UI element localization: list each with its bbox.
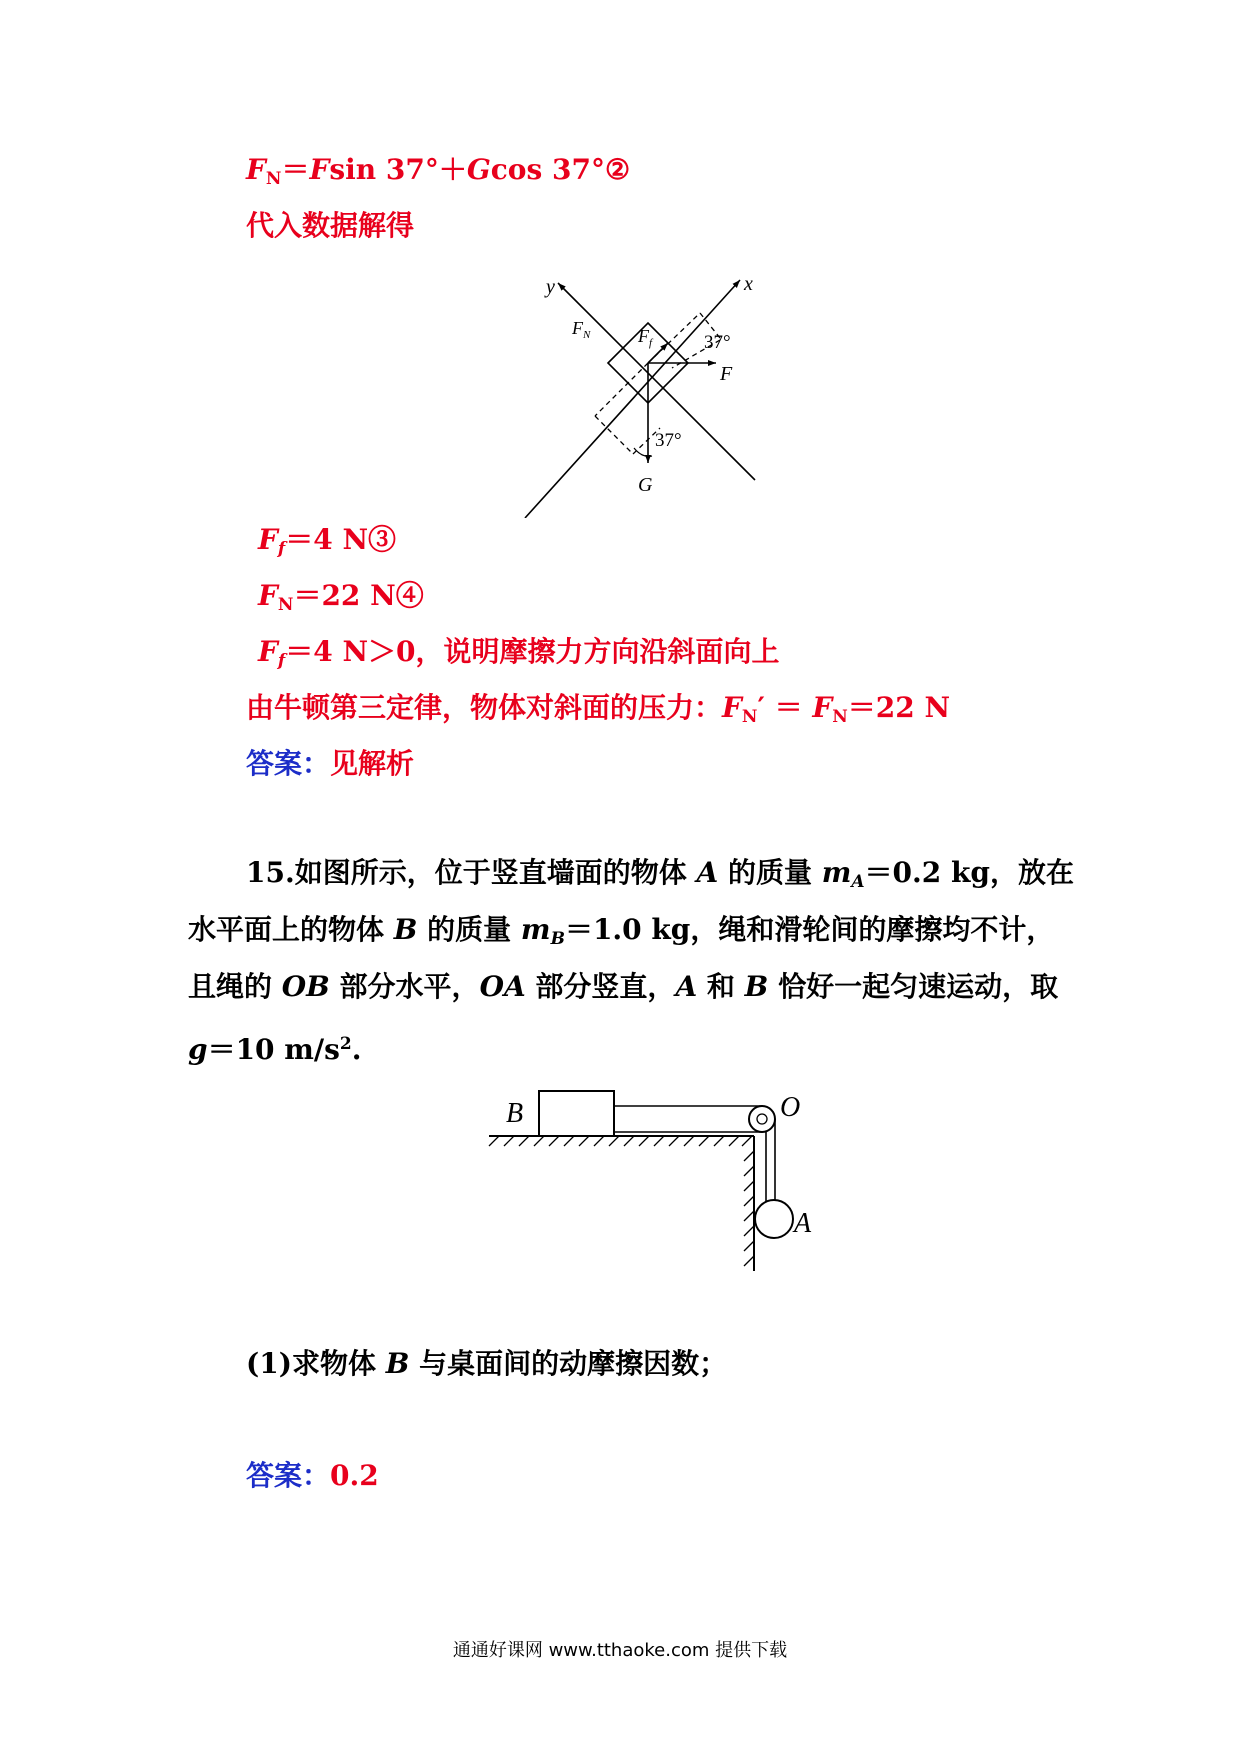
answer-1: 答案：0.2 xyxy=(246,1459,379,1492)
label-a: A xyxy=(794,1208,812,1239)
gravity-label: G xyxy=(638,474,653,496)
problem15-line1: 15.如图所示，位于竖直墙面的物体 A 的质量 $m_A=0.2$ kg，放在 xyxy=(246,856,1074,892)
pulley-diagram xyxy=(484,1086,844,1276)
force-diagram xyxy=(520,268,780,518)
newton-third-law: 由牛顿第三定律，物体对斜面的压力：$F_N' = F_N=22$ N xyxy=(246,691,951,727)
footer-credit: 通通好课网 www.tthaoke.com 提供下载 xyxy=(452,1640,788,1661)
normal-force-label: $F_N$ xyxy=(572,318,591,341)
question-1: (1)求物体 B 与桌面间的动摩擦因数； xyxy=(246,1347,728,1380)
substitute-text: 代入数据解得 xyxy=(246,209,415,242)
y-axis-label: y xyxy=(546,276,555,298)
angle-bottom-label: 37° xyxy=(655,430,682,451)
result-friction-direction: $F_f=4$ N＞0，说明摩擦力方向沿斜面向上 xyxy=(258,635,780,671)
label-o: O xyxy=(780,1092,801,1123)
x-axis-label: x xyxy=(744,273,753,295)
force-f-label: F xyxy=(720,363,733,385)
friction-force-label: $F_f$ xyxy=(638,326,653,349)
problem15-line4: g＝10 $m/s^2$. xyxy=(188,1033,362,1066)
angle-top-label: 37° xyxy=(704,332,731,353)
label-b: B xyxy=(506,1098,524,1129)
equation-normal-force: $F_N=Fsin$ 37°＋Gcos 37°② xyxy=(246,153,631,189)
problem15-line3: 且绳的 OB 部分水平，OA 部分竖直，A 和 B 恰好一起匀速运动，取 xyxy=(188,970,1059,1003)
answer-see-analysis: 答案：见解析 xyxy=(246,747,415,780)
result-normal: $F_N=22$ N④ xyxy=(258,579,424,615)
problem15-line2: 水平面上的物体 B 的质量 $m_B=1.0$ kg，绳和滑轮间的摩擦均不计， xyxy=(188,913,1055,949)
result-friction: $F_f=4$ N③ xyxy=(258,523,397,559)
